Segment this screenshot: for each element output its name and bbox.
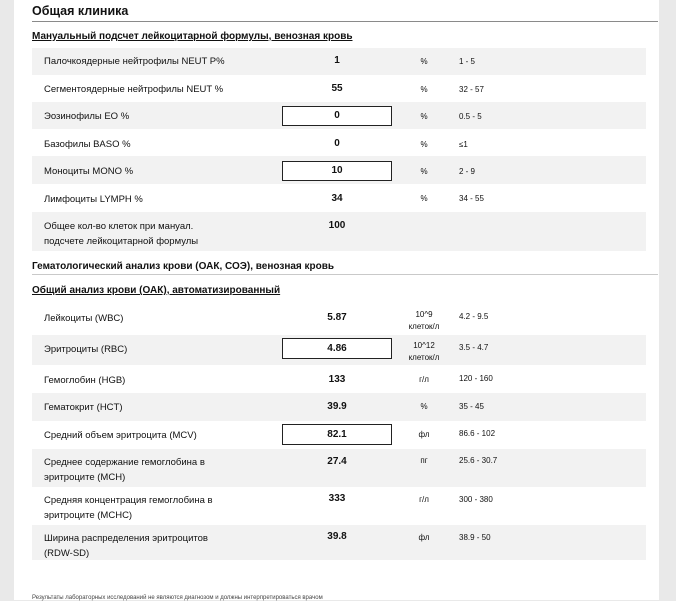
analyte-name-line1: Средняя концентрация гемоглобина в (44, 495, 213, 506)
table-row (32, 75, 646, 102)
analyte-name: Лимфоциты LYMPH % (44, 194, 143, 205)
result-unit: г/л (419, 495, 429, 504)
reference-range: 1 - 5 (459, 57, 476, 66)
analyte-name: Эозинофилы EO % (44, 111, 130, 122)
result-unit: % (420, 402, 428, 411)
footer-disclaimer: Результаты лабораторных исследований не являются диагнозом и должны интерпретироваться врачом (32, 595, 323, 601)
analyte-name-line2: эритроците (MCH) (44, 472, 126, 483)
page-title: Общая клиника (32, 4, 129, 18)
result-unit: пг (420, 456, 428, 465)
analyte-name: Гемоглобин (HGB) (44, 375, 126, 386)
lab-report-sheet (14, 0, 659, 600)
table-row (32, 102, 646, 129)
result-value: 5.87 (327, 312, 347, 323)
analyte-name: Эритроциты (RBC) (44, 344, 128, 355)
result-unit-line2: клеток/л (408, 322, 440, 331)
table-row (32, 184, 646, 212)
reference-range: 300 - 380 (459, 495, 493, 504)
analyte-name: Средний объем эритроцита (MCV) (44, 430, 197, 441)
reference-range: 35 - 45 (459, 402, 484, 411)
result-unit: фл (418, 430, 430, 439)
analyte-name: Лейкоциты (WBC) (44, 313, 124, 324)
table-row (32, 487, 646, 525)
analyte-name-line2: эритроците (MCHC) (44, 510, 133, 521)
result-unit-line1: 10^9 (415, 310, 433, 319)
table-row (32, 156, 646, 184)
table-row (32, 421, 646, 449)
result-value: 133 (328, 374, 346, 385)
result-value: 39.8 (327, 531, 347, 542)
table-row (32, 525, 646, 560)
analyte-name-line2: (RDW-SD) (44, 548, 90, 559)
result-unit-line1: 10^12 (413, 341, 435, 350)
analyte-name: Моноциты MONO % (44, 166, 134, 177)
result-unit: % (420, 194, 428, 203)
result-value: 27.4 (327, 456, 347, 467)
analyte-name: Базофилы BASO % (44, 139, 131, 150)
result-value-flagged: 4.86 (282, 338, 392, 359)
table-row (32, 365, 646, 393)
section-hematology-title: Гематологический анализ крови (ОАК, СОЭ), венозная кровь (32, 261, 335, 272)
analyte-name: Гематокрит (HCT) (44, 402, 123, 413)
reference-range: 38.9 - 50 (459, 533, 491, 542)
result-value-flagged: 10 (282, 161, 392, 181)
reference-range: 2 - 9 (459, 167, 476, 176)
result-unit: г/л (419, 375, 429, 384)
reference-range: ≤1 (459, 140, 468, 149)
result-unit: % (420, 140, 428, 149)
table-row (32, 129, 646, 156)
reference-range: 32 - 57 (459, 85, 484, 94)
result-value-flagged: 0 (282, 106, 392, 126)
section-cbc-title: Общий анализ крови (ОАК), автоматизированный (32, 285, 281, 296)
result-value: 55 (331, 83, 343, 94)
result-unit: % (420, 85, 428, 94)
section-manual-differential-title: Мануальный подсчет лейкоцитарной формулы, венозная кровь (32, 31, 353, 42)
table-row (32, 449, 646, 487)
reference-range: 120 - 160 (459, 374, 493, 383)
analyte-name: Палочкоядерные нейтрофилы NEUT P% (44, 56, 225, 67)
result-value-flagged: 82.1 (282, 424, 392, 445)
table-row (32, 303, 646, 335)
result-value: 34 (331, 193, 343, 204)
analyte-name-line1: Общее кол-во клеток при мануал. (44, 221, 194, 232)
reference-range: 34 - 55 (459, 194, 484, 203)
result-value: 333 (328, 493, 346, 504)
title-divider (32, 21, 658, 22)
result-unit-line2: клеток/л (408, 353, 440, 362)
reference-range: 25.6 - 30.7 (459, 456, 498, 465)
reference-range: 3.5 - 4.7 (459, 343, 489, 352)
table-row (32, 212, 646, 251)
result-value: 0 (334, 138, 340, 149)
analyte-name: Сегментоядерные нейтрофилы NEUT % (44, 84, 224, 95)
table-row (32, 335, 646, 365)
section-divider (32, 274, 658, 275)
reference-range: 0.5 - 5 (459, 112, 482, 121)
result-unit: % (420, 167, 428, 176)
result-value: 39.9 (327, 401, 347, 412)
reference-range: 4.2 - 9.5 (459, 312, 489, 321)
reference-range: 86.6 - 102 (459, 429, 496, 438)
analyte-name-line1: Среднее содержание гемоглобина в (44, 457, 205, 468)
table-row (32, 393, 646, 421)
result-value: 100 (328, 220, 346, 231)
result-unit: % (420, 57, 428, 66)
table-row (32, 48, 646, 75)
analyte-name-line2: подсчете лейкоцитарной формулы (44, 236, 199, 247)
result-value: 1 (334, 55, 340, 66)
result-unit: % (420, 112, 428, 121)
analyte-name-line1: Ширина распределения эритроцитов (44, 533, 208, 544)
result-unit: фл (418, 533, 430, 542)
